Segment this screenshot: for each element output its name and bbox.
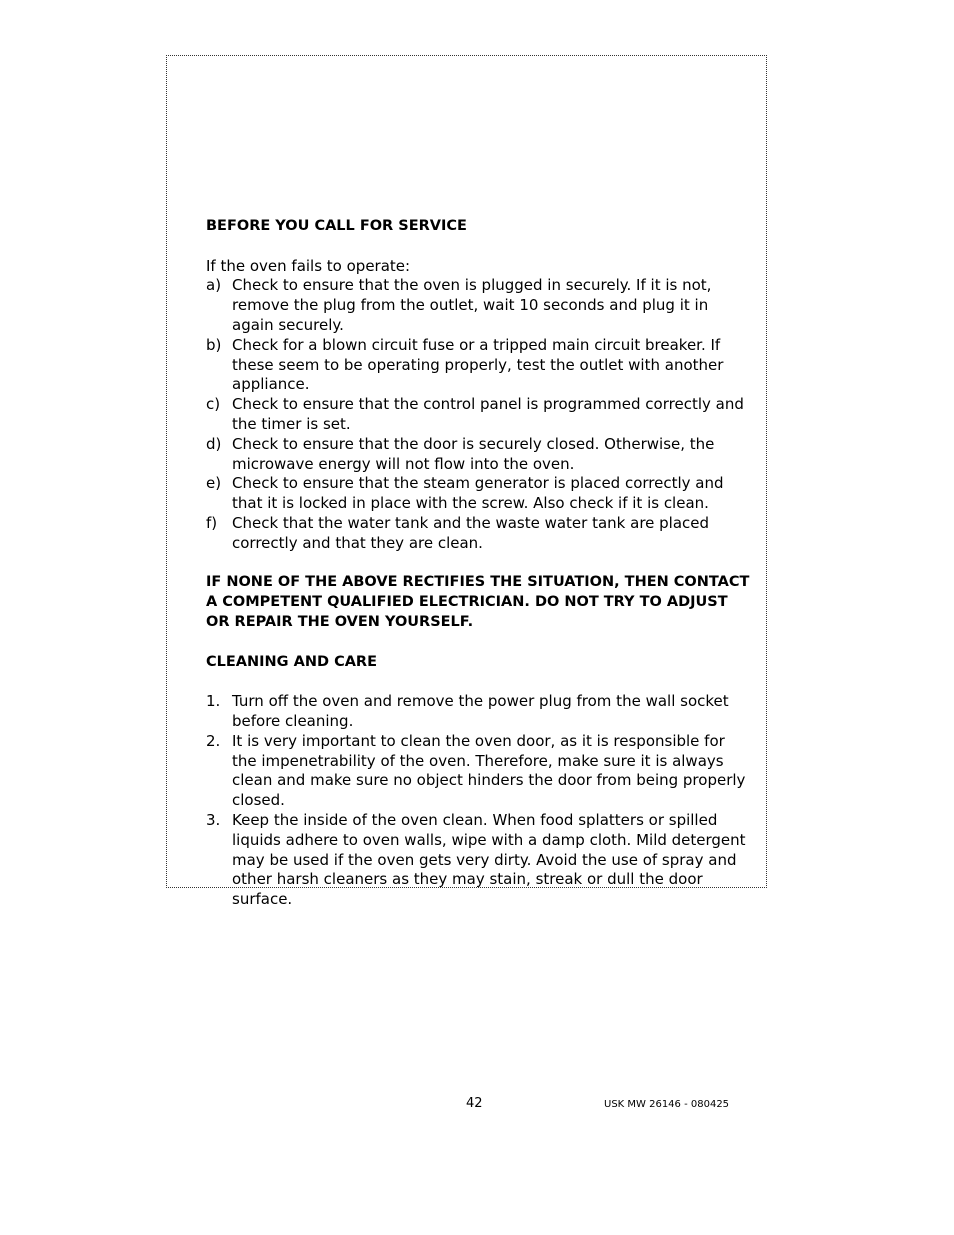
list-item-text: Check to ensure that the steam generator is placed correctly and that it is locked in place with the screw. Also check if it is clean.	[232, 474, 724, 513]
list-item	[206, 732, 751, 811]
list-item-text: Keep the inside of the oven clean. When food splatters or spilled liquids adhere to oven walls, wipe with a damp cloth. Mild detergent may be used if the oven gets very dirty. Avoid the use of spray and other harsh cleaners as they may stain, streak or dull the door surface.	[232, 810, 746, 909]
page-content	[206, 217, 751, 910]
list-item-text: It is very important to clean the oven door, as it is responsible for the impenetrability of the oven. Therefore, make sure it is always clean and make sure no object hinders the door from being properly closed.	[232, 731, 746, 810]
list-item	[206, 692, 751, 732]
list-marker: b)	[206, 335, 222, 354]
list-item-text: Check to ensure that the control panel is programmed correctly and the timer is set.	[232, 395, 744, 433]
section-heading-cleaning: CLEANING AND CARE	[206, 653, 377, 670]
list-item	[206, 435, 751, 475]
list-item-text: Turn off the oven and remove the power plug from the wall socket before cleaning.	[232, 692, 729, 730]
document-code: USK MW 26146 - 080425	[604, 1099, 730, 1110]
page-number: 42	[466, 1096, 483, 1111]
list-marker: 3.	[206, 810, 221, 829]
list-item	[206, 811, 751, 910]
list-item	[206, 474, 751, 514]
list-item-text: Check that the water tank and the waste water tank are placed correctly and that they are clean.	[232, 513, 710, 552]
list-item	[206, 514, 751, 554]
section-heading-service: BEFORE YOU CALL FOR SERVICE	[206, 218, 467, 234]
list-marker: f)	[206, 513, 218, 532]
list-item	[206, 276, 751, 335]
list-marker: e)	[206, 474, 222, 493]
list-item	[206, 336, 751, 395]
warning-text: IF NONE OF THE ABOVE RECTIFIES THE SITUATION, THEN CONTACT A COMPETENT QUALIFIED ELECTRICIAN. DO NOT TRY TO ADJUST OR REPAIR THE OVEN YOURSELF.	[206, 574, 750, 630]
list-marker: c)	[206, 395, 221, 414]
intro-text: If the oven fails to operate:	[206, 256, 411, 275]
list-marker: 1.	[206, 692, 221, 711]
list-marker: d)	[206, 434, 222, 453]
list-item-text: Check to ensure that the oven is plugged in securely. If it is not, remove the plug from the outlet, wait 10 seconds and plug it in again securely.	[232, 276, 712, 334]
list-marker: a)	[206, 276, 222, 295]
list-item-text: Check to ensure that the door is securely closed. Otherwise, the microwave energy will not flow into the oven.	[232, 434, 715, 473]
list-marker: 2.	[206, 731, 221, 750]
list-item-text: Check for a blown circuit fuse or a tripped main circuit breaker. If these seem to be operating properly, test the outlet with another appliance.	[232, 335, 724, 394]
list-item	[206, 395, 751, 435]
